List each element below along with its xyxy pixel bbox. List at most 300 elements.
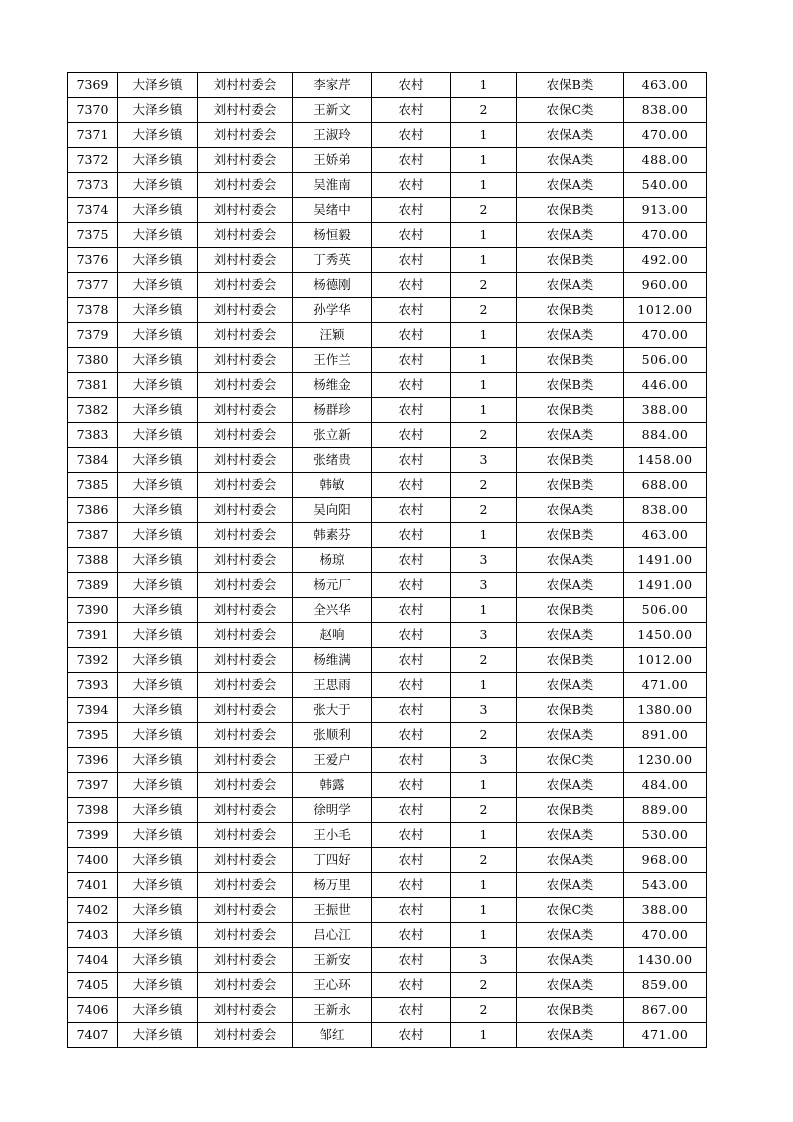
cell-person-name: 杨万里: [293, 873, 372, 898]
cell-town: 大泽乡镇: [118, 73, 198, 98]
cell-town: 大泽乡镇: [118, 948, 198, 973]
cell-household-count: 2: [451, 723, 517, 748]
cell-area-type: 农村: [372, 198, 451, 223]
cell-town: 大泽乡镇: [118, 473, 198, 498]
cell-town: 大泽乡镇: [118, 98, 198, 123]
cell-insurance-category: 农保B类: [517, 73, 624, 98]
cell-household-count: 1: [451, 373, 517, 398]
cell-amount: 1491.00: [624, 573, 707, 598]
cell-amount: 838.00: [624, 498, 707, 523]
cell-area-type: 农村: [372, 873, 451, 898]
cell-amount: 540.00: [624, 173, 707, 198]
cell-area-type: 农村: [372, 673, 451, 698]
cell-amount: 463.00: [624, 523, 707, 548]
cell-town: 大泽乡镇: [118, 298, 198, 323]
cell-serial-number: 7403: [68, 923, 118, 948]
cell-serial-number: 7393: [68, 673, 118, 698]
cell-village-committee: 刘村村委会: [198, 823, 293, 848]
cell-person-name: 徐明学: [293, 798, 372, 823]
cell-amount: 471.00: [624, 673, 707, 698]
cell-town: 大泽乡镇: [118, 223, 198, 248]
cell-insurance-category: 农保A类: [517, 573, 624, 598]
cell-town: 大泽乡镇: [118, 548, 198, 573]
cell-household-count: 3: [451, 548, 517, 573]
table-row: [68, 398, 707, 423]
cell-insurance-category: 农保A类: [517, 873, 624, 898]
cell-household-count: 2: [451, 98, 517, 123]
cell-household-count: 3: [451, 573, 517, 598]
table-row: [68, 148, 707, 173]
cell-serial-number: 7394: [68, 698, 118, 723]
cell-household-count: 1: [451, 823, 517, 848]
cell-insurance-category: 农保B类: [517, 473, 624, 498]
cell-village-committee: 刘村村委会: [198, 673, 293, 698]
table-row: [68, 798, 707, 823]
cell-village-committee: 刘村村委会: [198, 123, 293, 148]
cell-household-count: 2: [451, 648, 517, 673]
cell-serial-number: 7382: [68, 398, 118, 423]
cell-serial-number: 7406: [68, 998, 118, 1023]
cell-area-type: 农村: [372, 448, 451, 473]
cell-town: 大泽乡镇: [118, 123, 198, 148]
cell-insurance-category: 农保C类: [517, 898, 624, 923]
table-row: [68, 973, 707, 998]
cell-serial-number: 7370: [68, 98, 118, 123]
cell-area-type: 农村: [372, 473, 451, 498]
cell-person-name: 孙学华: [293, 298, 372, 323]
cell-amount: 1458.00: [624, 448, 707, 473]
cell-village-committee: 刘村村委会: [198, 723, 293, 748]
table-row: [68, 698, 707, 723]
cell-person-name: 丁秀英: [293, 248, 372, 273]
cell-village-committee: 刘村村委会: [198, 973, 293, 998]
cell-amount: 1491.00: [624, 548, 707, 573]
cell-serial-number: 7407: [68, 1023, 118, 1048]
cell-area-type: 农村: [372, 398, 451, 423]
cell-household-count: 3: [451, 698, 517, 723]
table-row: [68, 923, 707, 948]
cell-serial-number: 7372: [68, 148, 118, 173]
cell-village-committee: 刘村村委会: [198, 748, 293, 773]
cell-area-type: 农村: [372, 798, 451, 823]
cell-amount: 506.00: [624, 348, 707, 373]
cell-town: 大泽乡镇: [118, 648, 198, 673]
cell-insurance-category: 农保B类: [517, 298, 624, 323]
table-row: [68, 998, 707, 1023]
table-row: [68, 248, 707, 273]
cell-amount: 884.00: [624, 423, 707, 448]
table-row: [68, 273, 707, 298]
cell-town: 大泽乡镇: [118, 698, 198, 723]
cell-amount: 488.00: [624, 148, 707, 173]
cell-household-count: 3: [451, 623, 517, 648]
cell-serial-number: 7397: [68, 773, 118, 798]
cell-person-name: 杨维满: [293, 648, 372, 673]
table-row: [68, 498, 707, 523]
table-row: [68, 898, 707, 923]
cell-area-type: 农村: [372, 348, 451, 373]
cell-amount: 463.00: [624, 73, 707, 98]
table-row: [68, 573, 707, 598]
cell-household-count: 2: [451, 423, 517, 448]
cell-insurance-category: 农保A类: [517, 823, 624, 848]
cell-serial-number: 7379: [68, 323, 118, 348]
cell-person-name: 李家芹: [293, 73, 372, 98]
cell-person-name: 全兴华: [293, 598, 372, 623]
cell-person-name: 王新永: [293, 998, 372, 1023]
cell-village-committee: 刘村村委会: [198, 873, 293, 898]
cell-serial-number: 7380: [68, 348, 118, 373]
table-row: [68, 423, 707, 448]
cell-amount: 838.00: [624, 98, 707, 123]
cell-household-count: 2: [451, 998, 517, 1023]
cell-area-type: 农村: [372, 73, 451, 98]
table-row: [68, 98, 707, 123]
cell-insurance-category: 农保A类: [517, 848, 624, 873]
cell-amount: 388.00: [624, 398, 707, 423]
cell-person-name: 张大于: [293, 698, 372, 723]
cell-town: 大泽乡镇: [118, 598, 198, 623]
table-row: [68, 648, 707, 673]
cell-insurance-category: 农保B类: [517, 398, 624, 423]
cell-town: 大泽乡镇: [118, 898, 198, 923]
cell-insurance-category: 农保C类: [517, 748, 624, 773]
cell-village-committee: 刘村村委会: [198, 73, 293, 98]
cell-area-type: 农村: [372, 998, 451, 1023]
cell-person-name: 吴淮南: [293, 173, 372, 198]
cell-serial-number: 7375: [68, 223, 118, 248]
table-row: [68, 373, 707, 398]
table-row: [68, 323, 707, 348]
cell-insurance-category: 农保C类: [517, 98, 624, 123]
cell-insurance-category: 农保A类: [517, 773, 624, 798]
cell-person-name: 杨群珍: [293, 398, 372, 423]
cell-village-committee: 刘村村委会: [198, 348, 293, 373]
cell-serial-number: 7399: [68, 823, 118, 848]
cell-village-committee: 刘村村委会: [198, 473, 293, 498]
table-row: [68, 298, 707, 323]
cell-amount: 470.00: [624, 323, 707, 348]
table-row: [68, 748, 707, 773]
cell-town: 大泽乡镇: [118, 998, 198, 1023]
cell-area-type: 农村: [372, 698, 451, 723]
cell-insurance-category: 农保B类: [517, 448, 624, 473]
cell-serial-number: 7405: [68, 973, 118, 998]
cell-insurance-category: 农保B类: [517, 648, 624, 673]
cell-serial-number: 7391: [68, 623, 118, 648]
cell-area-type: 农村: [372, 223, 451, 248]
cell-town: 大泽乡镇: [118, 923, 198, 948]
cell-area-type: 农村: [372, 823, 451, 848]
cell-serial-number: 7404: [68, 948, 118, 973]
cell-person-name: 吴绪中: [293, 198, 372, 223]
cell-person-name: 杨德刚: [293, 273, 372, 298]
table-body: [68, 73, 707, 1048]
cell-insurance-category: 农保B类: [517, 198, 624, 223]
cell-area-type: 农村: [372, 573, 451, 598]
cell-area-type: 农村: [372, 423, 451, 448]
cell-village-committee: 刘村村委会: [198, 448, 293, 473]
cell-amount: 1230.00: [624, 748, 707, 773]
cell-household-count: 2: [451, 273, 517, 298]
cell-town: 大泽乡镇: [118, 248, 198, 273]
cell-person-name: 王小毛: [293, 823, 372, 848]
cell-town: 大泽乡镇: [118, 523, 198, 548]
cell-person-name: 赵响: [293, 623, 372, 648]
cell-town: 大泽乡镇: [118, 823, 198, 848]
cell-person-name: 杨元厂: [293, 573, 372, 598]
table-row: [68, 598, 707, 623]
cell-area-type: 农村: [372, 148, 451, 173]
cell-household-count: 2: [451, 498, 517, 523]
cell-village-committee: 刘村村委会: [198, 923, 293, 948]
cell-area-type: 农村: [372, 323, 451, 348]
cell-area-type: 农村: [372, 273, 451, 298]
cell-household-count: 1: [451, 923, 517, 948]
cell-serial-number: 7396: [68, 748, 118, 773]
cell-amount: 506.00: [624, 598, 707, 623]
table-row: [68, 823, 707, 848]
cell-serial-number: 7374: [68, 198, 118, 223]
cell-area-type: 农村: [372, 98, 451, 123]
cell-town: 大泽乡镇: [118, 198, 198, 223]
cell-person-name: 杨恒毅: [293, 223, 372, 248]
cell-serial-number: 7377: [68, 273, 118, 298]
cell-household-count: 2: [451, 198, 517, 223]
cell-household-count: 1: [451, 598, 517, 623]
cell-household-count: 1: [451, 873, 517, 898]
cell-area-type: 农村: [372, 748, 451, 773]
table-row: [68, 223, 707, 248]
cell-household-count: 1: [451, 773, 517, 798]
cell-amount: 1012.00: [624, 298, 707, 323]
cell-town: 大泽乡镇: [118, 673, 198, 698]
cell-village-committee: 刘村村委会: [198, 223, 293, 248]
cell-person-name: 汪颖: [293, 323, 372, 348]
cell-person-name: 邹红: [293, 1023, 372, 1048]
cell-insurance-category: 农保B类: [517, 248, 624, 273]
table-row: [68, 473, 707, 498]
cell-household-count: 1: [451, 398, 517, 423]
cell-person-name: 吕心江: [293, 923, 372, 948]
cell-serial-number: 7385: [68, 473, 118, 498]
cell-amount: 530.00: [624, 823, 707, 848]
cell-serial-number: 7402: [68, 898, 118, 923]
table-row: [68, 723, 707, 748]
table-row: [68, 848, 707, 873]
cell-area-type: 农村: [372, 973, 451, 998]
cell-insurance-category: 农保A类: [517, 148, 624, 173]
table-row: [68, 1023, 707, 1048]
cell-insurance-category: 农保B类: [517, 598, 624, 623]
cell-village-committee: 刘村村委会: [198, 648, 293, 673]
cell-household-count: 2: [451, 473, 517, 498]
cell-person-name: 张立新: [293, 423, 372, 448]
cell-person-name: 王思雨: [293, 673, 372, 698]
cell-person-name: 杨琼: [293, 548, 372, 573]
cell-amount: 484.00: [624, 773, 707, 798]
table-row: [68, 448, 707, 473]
cell-serial-number: 7398: [68, 798, 118, 823]
cell-household-count: 2: [451, 848, 517, 873]
cell-amount: 446.00: [624, 373, 707, 398]
cell-village-committee: 刘村村委会: [198, 548, 293, 573]
cell-village-committee: 刘村村委会: [198, 423, 293, 448]
cell-town: 大泽乡镇: [118, 873, 198, 898]
cell-insurance-category: 农保A类: [517, 1023, 624, 1048]
cell-town: 大泽乡镇: [118, 973, 198, 998]
cell-town: 大泽乡镇: [118, 848, 198, 873]
table-row: [68, 73, 707, 98]
cell-serial-number: 7401: [68, 873, 118, 898]
cell-village-committee: 刘村村委会: [198, 173, 293, 198]
cell-village-committee: 刘村村委会: [198, 323, 293, 348]
cell-person-name: 吴向阳: [293, 498, 372, 523]
cell-village-committee: 刘村村委会: [198, 798, 293, 823]
table-row: [68, 623, 707, 648]
cell-serial-number: 7390: [68, 598, 118, 623]
table-row: [68, 873, 707, 898]
cell-town: 大泽乡镇: [118, 348, 198, 373]
cell-amount: 1012.00: [624, 648, 707, 673]
cell-insurance-category: 农保B类: [517, 798, 624, 823]
cell-area-type: 农村: [372, 723, 451, 748]
cell-insurance-category: 农保A类: [517, 948, 624, 973]
cell-amount: 1450.00: [624, 623, 707, 648]
cell-serial-number: 7389: [68, 573, 118, 598]
cell-insurance-category: 农保A类: [517, 223, 624, 248]
cell-serial-number: 7384: [68, 448, 118, 473]
cell-person-name: 王新安: [293, 948, 372, 973]
cell-person-name: 王作兰: [293, 348, 372, 373]
cell-amount: 960.00: [624, 273, 707, 298]
cell-village-committee: 刘村村委会: [198, 148, 293, 173]
cell-town: 大泽乡镇: [118, 273, 198, 298]
cell-person-name: 王心环: [293, 973, 372, 998]
cell-town: 大泽乡镇: [118, 623, 198, 648]
cell-amount: 471.00: [624, 1023, 707, 1048]
cell-household-count: 2: [451, 798, 517, 823]
cell-village-committee: 刘村村委会: [198, 273, 293, 298]
cell-area-type: 农村: [372, 848, 451, 873]
cell-household-count: 1: [451, 223, 517, 248]
cell-area-type: 农村: [372, 548, 451, 573]
table-row: [68, 123, 707, 148]
cell-area-type: 农村: [372, 1023, 451, 1048]
cell-household-count: 1: [451, 898, 517, 923]
cell-village-committee: 刘村村委会: [198, 498, 293, 523]
cell-person-name: 丁四好: [293, 848, 372, 873]
cell-town: 大泽乡镇: [118, 773, 198, 798]
cell-insurance-category: 农保A类: [517, 548, 624, 573]
cell-town: 大泽乡镇: [118, 373, 198, 398]
cell-person-name: 王淑玲: [293, 123, 372, 148]
table-row: [68, 348, 707, 373]
cell-village-committee: 刘村村委会: [198, 848, 293, 873]
cell-town: 大泽乡镇: [118, 573, 198, 598]
table-row: [68, 673, 707, 698]
cell-village-committee: 刘村村委会: [198, 598, 293, 623]
cell-village-committee: 刘村村委会: [198, 398, 293, 423]
cell-village-committee: 刘村村委会: [198, 248, 293, 273]
table-row: [68, 523, 707, 548]
cell-insurance-category: 农保B类: [517, 348, 624, 373]
cell-area-type: 农村: [372, 773, 451, 798]
cell-household-count: 1: [451, 1023, 517, 1048]
cell-insurance-category: 农保B类: [517, 698, 624, 723]
cell-town: 大泽乡镇: [118, 1023, 198, 1048]
cell-amount: 470.00: [624, 223, 707, 248]
cell-village-committee: 刘村村委会: [198, 623, 293, 648]
cell-serial-number: 7387: [68, 523, 118, 548]
cell-household-count: 3: [451, 448, 517, 473]
cell-village-committee: 刘村村委会: [198, 948, 293, 973]
cell-town: 大泽乡镇: [118, 798, 198, 823]
cell-village-committee: 刘村村委会: [198, 573, 293, 598]
cell-town: 大泽乡镇: [118, 173, 198, 198]
cell-serial-number: 7376: [68, 248, 118, 273]
cell-town: 大泽乡镇: [118, 423, 198, 448]
cell-town: 大泽乡镇: [118, 148, 198, 173]
cell-household-count: 2: [451, 298, 517, 323]
cell-person-name: 杨维金: [293, 373, 372, 398]
cell-serial-number: 7369: [68, 73, 118, 98]
cell-insurance-category: 农保A类: [517, 323, 624, 348]
cell-insurance-category: 农保A类: [517, 423, 624, 448]
cell-area-type: 农村: [372, 173, 451, 198]
cell-person-name: 韩敏: [293, 473, 372, 498]
cell-person-name: 王振世: [293, 898, 372, 923]
cell-amount: 891.00: [624, 723, 707, 748]
cell-household-count: 3: [451, 948, 517, 973]
cell-area-type: 农村: [372, 948, 451, 973]
cell-serial-number: 7386: [68, 498, 118, 523]
cell-household-count: 1: [451, 348, 517, 373]
cell-insurance-category: 农保B类: [517, 523, 624, 548]
cell-area-type: 农村: [372, 373, 451, 398]
cell-area-type: 农村: [372, 298, 451, 323]
cell-area-type: 农村: [372, 923, 451, 948]
cell-amount: 470.00: [624, 923, 707, 948]
cell-town: 大泽乡镇: [118, 723, 198, 748]
cell-person-name: 韩露: [293, 773, 372, 798]
cell-town: 大泽乡镇: [118, 323, 198, 348]
cell-amount: 889.00: [624, 798, 707, 823]
table-row: [68, 548, 707, 573]
cell-insurance-category: 农保A类: [517, 123, 624, 148]
cell-village-committee: 刘村村委会: [198, 523, 293, 548]
cell-amount: 1380.00: [624, 698, 707, 723]
cell-insurance-category: 农保A类: [517, 723, 624, 748]
cell-amount: 492.00: [624, 248, 707, 273]
cell-town: 大泽乡镇: [118, 448, 198, 473]
cell-household-count: 3: [451, 748, 517, 773]
cell-amount: 968.00: [624, 848, 707, 873]
cell-town: 大泽乡镇: [118, 498, 198, 523]
cell-serial-number: 7395: [68, 723, 118, 748]
cell-household-count: 1: [451, 673, 517, 698]
cell-household-count: 1: [451, 73, 517, 98]
cell-village-committee: 刘村村委会: [198, 298, 293, 323]
cell-household-count: 1: [451, 148, 517, 173]
table-row: [68, 948, 707, 973]
cell-person-name: 王爱户: [293, 748, 372, 773]
cell-household-count: 1: [451, 323, 517, 348]
cell-serial-number: 7381: [68, 373, 118, 398]
cell-area-type: 农村: [372, 498, 451, 523]
cell-insurance-category: 农保A类: [517, 623, 624, 648]
cell-village-committee: 刘村村委会: [198, 198, 293, 223]
